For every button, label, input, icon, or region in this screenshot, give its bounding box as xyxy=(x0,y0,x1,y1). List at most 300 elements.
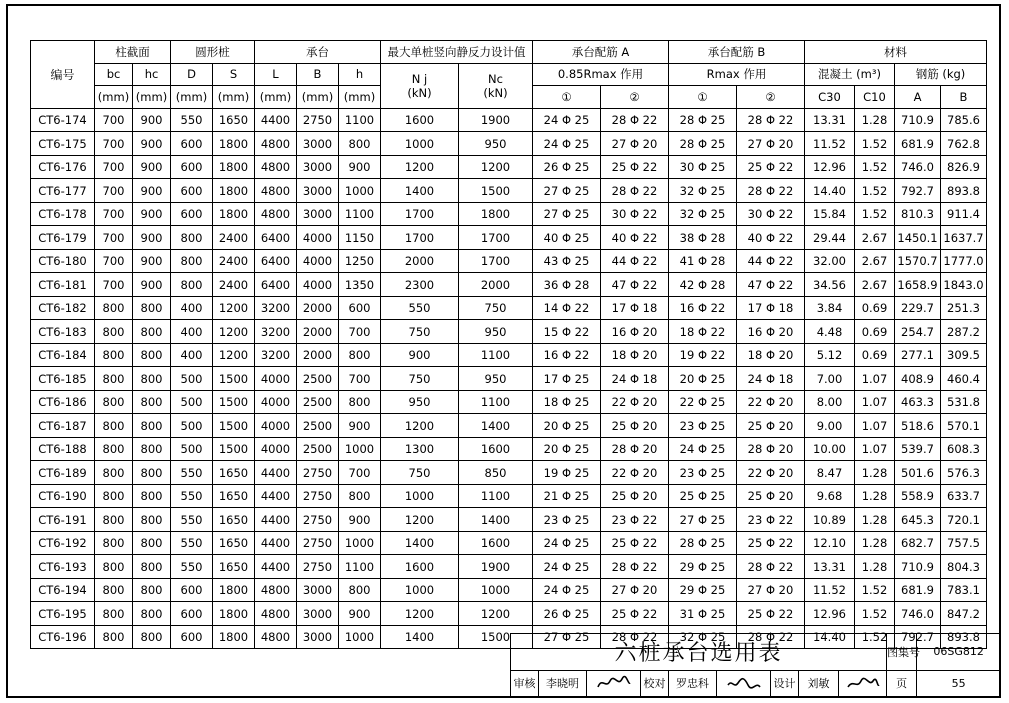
cell-b: 2000 xyxy=(297,320,339,344)
cell-hc: 800 xyxy=(133,320,171,344)
cell-h: 700 xyxy=(339,367,381,391)
cell-rebar-a-1: 16 Φ 22 xyxy=(533,343,601,367)
cell-l: 4800 xyxy=(255,155,297,179)
cell-bc: 800 xyxy=(95,578,133,602)
cell-c30: 10.89 xyxy=(805,508,855,532)
cell-id: CT6-191 xyxy=(31,508,95,532)
cell-rebar-b-1: 28 Φ 25 xyxy=(669,132,737,156)
cell-bc: 800 xyxy=(95,320,133,344)
table-row xyxy=(31,437,987,461)
page-label: 页 xyxy=(887,670,917,696)
cell-hc: 900 xyxy=(133,202,171,226)
cell-id: CT6-182 xyxy=(31,296,95,320)
cell-s: 1800 xyxy=(213,625,255,649)
cell-nc: 2000 xyxy=(459,273,533,297)
cell-rebar-a-2: 16 Φ 20 xyxy=(601,320,669,344)
cell-rebar-b-1: 23 Φ 25 xyxy=(669,414,737,438)
cell-hc: 900 xyxy=(133,249,171,273)
header-nc xyxy=(459,63,533,108)
header-nc-label: Nc xyxy=(488,71,503,86)
cell-id: CT6-185 xyxy=(31,367,95,391)
cell-hc: 900 xyxy=(133,273,171,297)
cell-l: 3200 xyxy=(255,343,297,367)
cell-h: 1100 xyxy=(339,202,381,226)
cell-h: 1000 xyxy=(339,179,381,203)
cell-rebar-a-2: 25 Φ 20 xyxy=(601,484,669,508)
cell-d: 600 xyxy=(171,578,213,602)
cell-h: 1150 xyxy=(339,226,381,250)
cell-s: 1650 xyxy=(213,508,255,532)
reviewer-signature-mark xyxy=(596,675,632,691)
cell-c10: 1.52 xyxy=(855,179,895,203)
cell-c10: 2.67 xyxy=(855,273,895,297)
cell-rebar-a-1: 15 Φ 22 xyxy=(533,320,601,344)
table-row xyxy=(31,202,987,226)
check-label: 校对 xyxy=(641,670,669,696)
cell-c30: 12.96 xyxy=(805,602,855,626)
cell-h: 1100 xyxy=(339,108,381,132)
cell-rebar-a-1: 20 Φ 25 xyxy=(533,437,601,461)
atlas-number: 06SG812 xyxy=(917,634,1001,671)
cell-s: 1800 xyxy=(213,155,255,179)
cell-l: 4800 xyxy=(255,602,297,626)
table-row xyxy=(31,226,987,250)
cell-c30: 12.10 xyxy=(805,531,855,555)
cell-rebar-b-2: 22 Φ 20 xyxy=(737,390,805,414)
cell-steel-b: 1637.7 xyxy=(941,226,987,250)
table-row xyxy=(31,343,987,367)
cell-steel-a: 710.9 xyxy=(895,108,941,132)
cell-rebar-b-2: 30 Φ 22 xyxy=(737,202,805,226)
cell-hc: 800 xyxy=(133,531,171,555)
cell-rebar-b-1: 29 Φ 25 xyxy=(669,555,737,579)
cell-h: 900 xyxy=(339,414,381,438)
cell-b: 3000 xyxy=(297,155,339,179)
cell-d: 550 xyxy=(171,461,213,485)
cell-hc: 900 xyxy=(133,108,171,132)
cell-bc: 800 xyxy=(95,484,133,508)
cell-rebar-b-2: 25 Φ 22 xyxy=(737,531,805,555)
cell-h: 1100 xyxy=(339,555,381,579)
cell-rebar-b-1: 41 Φ 28 xyxy=(669,249,737,273)
cell-hc: 800 xyxy=(133,484,171,508)
designer-signature-mark xyxy=(845,675,881,691)
cell-h: 1250 xyxy=(339,249,381,273)
cell-nj: 1000 xyxy=(381,484,459,508)
cell-h: 900 xyxy=(339,602,381,626)
cell-steel-a: 1658.9 xyxy=(895,273,941,297)
cell-rebar-a-2: 28 Φ 22 xyxy=(601,555,669,579)
cell-nj: 1000 xyxy=(381,578,459,602)
cell-b: 2500 xyxy=(297,414,339,438)
cell-l: 4800 xyxy=(255,132,297,156)
cell-rebar-a-2: 27 Φ 20 xyxy=(601,132,669,156)
sheet-title: 六桩承台选用表 xyxy=(511,634,887,671)
cell-steel-b: 847.2 xyxy=(941,602,987,626)
table-row xyxy=(31,273,987,297)
header-rebar-b: 承台配筋 B xyxy=(669,41,805,64)
cell-nj: 1600 xyxy=(381,555,459,579)
cell-bc: 700 xyxy=(95,108,133,132)
cell-s: 1200 xyxy=(213,343,255,367)
cell-id: CT6-193 xyxy=(31,555,95,579)
cell-steel-b: 531.8 xyxy=(941,390,987,414)
cell-hc: 800 xyxy=(133,555,171,579)
cell-bc: 700 xyxy=(95,132,133,156)
header-unit-d: (mm) xyxy=(171,86,213,109)
cell-c10: 1.52 xyxy=(855,202,895,226)
cell-rebar-a-2: 17 Φ 18 xyxy=(601,296,669,320)
cell-bc: 800 xyxy=(95,461,133,485)
header-unit-s: (mm) xyxy=(213,86,255,109)
cell-d: 600 xyxy=(171,179,213,203)
cell-rebar-a-2: 25 Φ 22 xyxy=(601,531,669,555)
cell-rebar-b-1: 30 Φ 25 xyxy=(669,155,737,179)
header-round-pile: 圆形桩 xyxy=(171,41,255,64)
cell-rebar-b-2: 40 Φ 22 xyxy=(737,226,805,250)
cell-nc: 950 xyxy=(459,367,533,391)
cell-rebar-a-2: 25 Φ 22 xyxy=(601,155,669,179)
cell-nj: 1700 xyxy=(381,202,459,226)
cell-steel-a: 463.3 xyxy=(895,390,941,414)
cell-steel-b: 804.3 xyxy=(941,555,987,579)
header-id: 编号 xyxy=(31,41,95,109)
cell-b: 3000 xyxy=(297,602,339,626)
cell-c30: 9.68 xyxy=(805,484,855,508)
cell-s: 2400 xyxy=(213,249,255,273)
cell-nj: 1200 xyxy=(381,602,459,626)
table-row xyxy=(31,461,987,485)
cell-c10: 1.52 xyxy=(855,155,895,179)
cell-id: CT6-174 xyxy=(31,108,95,132)
cell-c30: 10.00 xyxy=(805,437,855,461)
header-h: h xyxy=(339,63,381,86)
cell-c30: 8.47 xyxy=(805,461,855,485)
cell-l: 4400 xyxy=(255,508,297,532)
cell-nj: 750 xyxy=(381,367,459,391)
table-row xyxy=(31,414,987,438)
cell-d: 550 xyxy=(171,531,213,555)
cell-b: 2750 xyxy=(297,555,339,579)
cell-steel-b: 1777.0 xyxy=(941,249,987,273)
cell-s: 1800 xyxy=(213,578,255,602)
cell-steel-b: 762.8 xyxy=(941,132,987,156)
cell-s: 1650 xyxy=(213,461,255,485)
cell-l: 4000 xyxy=(255,367,297,391)
cell-steel-b: 783.1 xyxy=(941,578,987,602)
cell-nc: 1600 xyxy=(459,437,533,461)
header-nc-unit: (kN) xyxy=(483,85,508,100)
header-b-2: ② xyxy=(737,86,805,109)
cell-steel-b: 251.3 xyxy=(941,296,987,320)
cell-nc: 1500 xyxy=(459,625,533,649)
header-steel: 钢筋 (kg) xyxy=(895,63,987,86)
cell-c30: 9.00 xyxy=(805,414,855,438)
cell-d: 600 xyxy=(171,202,213,226)
cell-c10: 1.07 xyxy=(855,390,895,414)
header-s: S xyxy=(213,63,255,86)
cell-bc: 700 xyxy=(95,273,133,297)
cell-rebar-a-1: 27 Φ 25 xyxy=(533,625,601,649)
cell-rebar-b-2: 22 Φ 20 xyxy=(737,461,805,485)
cell-nj: 1600 xyxy=(381,108,459,132)
cell-hc: 800 xyxy=(133,414,171,438)
header-steel-a: A xyxy=(895,86,941,109)
design-label: 设计 xyxy=(771,670,799,696)
cell-s: 1200 xyxy=(213,320,255,344)
header-action-b: Rmax 作用 xyxy=(669,63,805,86)
cell-h: 900 xyxy=(339,155,381,179)
cell-hc: 800 xyxy=(133,461,171,485)
cell-h: 600 xyxy=(339,296,381,320)
cell-b: 2000 xyxy=(297,343,339,367)
cell-h: 800 xyxy=(339,390,381,414)
cell-c30: 8.00 xyxy=(805,390,855,414)
cell-nj: 550 xyxy=(381,296,459,320)
checker-signature xyxy=(717,670,771,696)
header-unit-b: (mm) xyxy=(297,86,339,109)
cell-nj: 1400 xyxy=(381,179,459,203)
cell-bc: 800 xyxy=(95,602,133,626)
cell-b: 3000 xyxy=(297,179,339,203)
cell-rebar-a-1: 27 Φ 25 xyxy=(533,179,601,203)
cell-hc: 800 xyxy=(133,296,171,320)
cell-steel-a: 539.7 xyxy=(895,437,941,461)
cell-steel-a: 1570.7 xyxy=(895,249,941,273)
cell-s: 1650 xyxy=(213,531,255,555)
cell-c10: 1.52 xyxy=(855,578,895,602)
cell-hc: 900 xyxy=(133,132,171,156)
cell-d: 600 xyxy=(171,155,213,179)
header-nj-label: N j xyxy=(411,71,428,86)
cell-nc: 1800 xyxy=(459,202,533,226)
cell-hc: 800 xyxy=(133,625,171,649)
cell-nc: 1000 xyxy=(459,578,533,602)
cell-b: 2750 xyxy=(297,531,339,555)
cell-nj: 1000 xyxy=(381,132,459,156)
cell-steel-b: 570.1 xyxy=(941,414,987,438)
cell-steel-b: 633.7 xyxy=(941,484,987,508)
cell-s: 1800 xyxy=(213,179,255,203)
cell-rebar-a-1: 24 Φ 25 xyxy=(533,531,601,555)
cell-l: 4400 xyxy=(255,531,297,555)
cell-h: 800 xyxy=(339,343,381,367)
page-number: 55 xyxy=(917,670,1001,696)
cell-bc: 800 xyxy=(95,414,133,438)
cell-rebar-b-2: 28 Φ 22 xyxy=(737,108,805,132)
header-bc: bc xyxy=(95,63,133,86)
cell-nc: 1200 xyxy=(459,602,533,626)
cell-d: 800 xyxy=(171,226,213,250)
cell-l: 4400 xyxy=(255,484,297,508)
cell-c10: 0.69 xyxy=(855,320,895,344)
cell-rebar-b-1: 32 Φ 25 xyxy=(669,202,737,226)
cell-rebar-a-1: 24 Φ 25 xyxy=(533,555,601,579)
cell-steel-a: 501.6 xyxy=(895,461,941,485)
cell-hc: 800 xyxy=(133,343,171,367)
cell-nc: 1900 xyxy=(459,555,533,579)
cell-rebar-a-1: 26 Φ 25 xyxy=(533,155,601,179)
cell-hc: 800 xyxy=(133,602,171,626)
cell-l: 4000 xyxy=(255,414,297,438)
cell-s: 2400 xyxy=(213,273,255,297)
cell-c30: 5.12 xyxy=(805,343,855,367)
cell-s: 1650 xyxy=(213,108,255,132)
cell-nc: 1900 xyxy=(459,108,533,132)
cell-rebar-a-1: 27 Φ 25 xyxy=(533,202,601,226)
cell-rebar-a-2: 28 Φ 20 xyxy=(601,437,669,461)
cell-rebar-a-1: 26 Φ 25 xyxy=(533,602,601,626)
cell-rebar-a-1: 24 Φ 25 xyxy=(533,132,601,156)
cell-bc: 800 xyxy=(95,390,133,414)
cell-steel-a: 1450.1 xyxy=(895,226,941,250)
cell-c10: 1.28 xyxy=(855,484,895,508)
cell-c10: 0.69 xyxy=(855,343,895,367)
checker-signature-mark xyxy=(726,675,762,691)
header-steel-b: B xyxy=(941,86,987,109)
cell-nj: 1700 xyxy=(381,226,459,250)
cell-rebar-b-1: 28 Φ 25 xyxy=(669,531,737,555)
cell-rebar-a-2: 28 Φ 22 xyxy=(601,179,669,203)
cell-c10: 1.07 xyxy=(855,437,895,461)
cell-steel-b: 785.6 xyxy=(941,108,987,132)
cell-id: CT6-175 xyxy=(31,132,95,156)
cell-rebar-b-1: 32 Φ 25 xyxy=(669,179,737,203)
header-c30: C30 xyxy=(805,86,855,109)
cell-steel-b: 287.2 xyxy=(941,320,987,344)
cell-b: 2500 xyxy=(297,437,339,461)
cell-rebar-b-2: 25 Φ 22 xyxy=(737,602,805,626)
cell-nc: 1100 xyxy=(459,390,533,414)
header-concrete: 混凝土 (m³) xyxy=(805,63,895,86)
cell-id: CT6-176 xyxy=(31,155,95,179)
checker-name: 罗忠科 xyxy=(669,670,717,696)
cell-nj: 1200 xyxy=(381,414,459,438)
cell-nc: 950 xyxy=(459,132,533,156)
header-hc: hc xyxy=(133,63,171,86)
cell-l: 4000 xyxy=(255,390,297,414)
cell-nj: 750 xyxy=(381,461,459,485)
cell-c10: 1.28 xyxy=(855,508,895,532)
cell-l: 4800 xyxy=(255,578,297,602)
cell-bc: 700 xyxy=(95,155,133,179)
cell-rebar-a-1: 23 Φ 25 xyxy=(533,508,601,532)
cell-nj: 900 xyxy=(381,343,459,367)
cell-rebar-a-2: 27 Φ 20 xyxy=(601,578,669,602)
cell-rebar-b-1: 24 Φ 25 xyxy=(669,437,737,461)
cell-rebar-a-1: 40 Φ 25 xyxy=(533,226,601,250)
cell-s: 1200 xyxy=(213,296,255,320)
table-row xyxy=(31,320,987,344)
cell-rebar-a-1: 36 Φ 28 xyxy=(533,273,601,297)
cell-steel-a: 810.3 xyxy=(895,202,941,226)
cell-rebar-b-1: 38 Φ 28 xyxy=(669,226,737,250)
cell-h: 700 xyxy=(339,320,381,344)
cell-rebar-b-1: 25 Φ 25 xyxy=(669,484,737,508)
cell-b: 2000 xyxy=(297,296,339,320)
cell-b: 3000 xyxy=(297,132,339,156)
cell-s: 2400 xyxy=(213,226,255,250)
cell-bc: 800 xyxy=(95,531,133,555)
cell-rebar-a-2: 40 Φ 22 xyxy=(601,226,669,250)
cell-bc: 700 xyxy=(95,202,133,226)
cell-l: 6400 xyxy=(255,273,297,297)
cell-steel-a: 518.6 xyxy=(895,414,941,438)
cell-h: 1000 xyxy=(339,437,381,461)
cell-steel-b: 757.5 xyxy=(941,531,987,555)
cell-c30: 34.56 xyxy=(805,273,855,297)
cell-id: CT6-180 xyxy=(31,249,95,273)
cell-c30: 15.84 xyxy=(805,202,855,226)
cell-steel-b: 826.9 xyxy=(941,155,987,179)
table-body xyxy=(31,108,987,649)
cell-rebar-a-1: 19 Φ 25 xyxy=(533,461,601,485)
cell-rebar-a-2: 23 Φ 22 xyxy=(601,508,669,532)
cell-id: CT6-187 xyxy=(31,414,95,438)
header-b: B xyxy=(297,63,339,86)
cell-l: 3200 xyxy=(255,296,297,320)
cell-s: 1800 xyxy=(213,132,255,156)
cell-rebar-b-2: 28 Φ 22 xyxy=(737,179,805,203)
cell-rebar-b-2: 18 Φ 20 xyxy=(737,343,805,367)
cell-d: 600 xyxy=(171,602,213,626)
cell-rebar-b-1: 22 Φ 25 xyxy=(669,390,737,414)
cell-rebar-b-1: 16 Φ 22 xyxy=(669,296,737,320)
cell-h: 1350 xyxy=(339,273,381,297)
cell-h: 800 xyxy=(339,484,381,508)
header-d: D xyxy=(171,63,213,86)
header-action-a: 0.85Rmax 作用 xyxy=(533,63,669,86)
header-rebar-a: 承台配筋 A xyxy=(533,41,669,64)
cell-c10: 1.28 xyxy=(855,531,895,555)
cell-steel-b: 309.5 xyxy=(941,343,987,367)
cell-rebar-a-2: 28 Φ 22 xyxy=(601,625,669,649)
cell-c10: 1.28 xyxy=(855,555,895,579)
cell-hc: 800 xyxy=(133,390,171,414)
cell-rebar-b-1: 42 Φ 28 xyxy=(669,273,737,297)
table-row xyxy=(31,155,987,179)
cell-nj: 2000 xyxy=(381,249,459,273)
cell-d: 550 xyxy=(171,508,213,532)
cell-id: CT6-194 xyxy=(31,578,95,602)
cell-rebar-b-2: 24 Φ 18 xyxy=(737,367,805,391)
cell-steel-a: 681.9 xyxy=(895,132,941,156)
cell-h: 900 xyxy=(339,508,381,532)
cell-steel-a: 792.7 xyxy=(895,625,941,649)
table-row xyxy=(31,508,987,532)
cell-rebar-a-2: 25 Φ 22 xyxy=(601,602,669,626)
header-unit-hc: (mm) xyxy=(133,86,171,109)
cell-rebar-a-2: 22 Φ 20 xyxy=(601,390,669,414)
cell-rebar-b-1: 29 Φ 25 xyxy=(669,578,737,602)
cell-nc: 1400 xyxy=(459,508,533,532)
cell-c30: 11.52 xyxy=(805,132,855,156)
header-unit-bc: (mm) xyxy=(95,86,133,109)
cell-h: 1000 xyxy=(339,531,381,555)
cell-rebar-a-2: 44 Φ 22 xyxy=(601,249,669,273)
cell-rebar-b-1: 23 Φ 25 xyxy=(669,461,737,485)
cell-s: 1500 xyxy=(213,367,255,391)
cell-steel-a: 558.9 xyxy=(895,484,941,508)
cell-l: 4400 xyxy=(255,108,297,132)
designer-signature xyxy=(839,670,887,696)
cell-d: 800 xyxy=(171,249,213,273)
cell-nj: 950 xyxy=(381,390,459,414)
cell-c30: 7.00 xyxy=(805,367,855,391)
cell-steel-a: 681.9 xyxy=(895,578,941,602)
cell-rebar-a-1: 24 Φ 25 xyxy=(533,578,601,602)
cell-rebar-b-2: 25 Φ 22 xyxy=(737,155,805,179)
